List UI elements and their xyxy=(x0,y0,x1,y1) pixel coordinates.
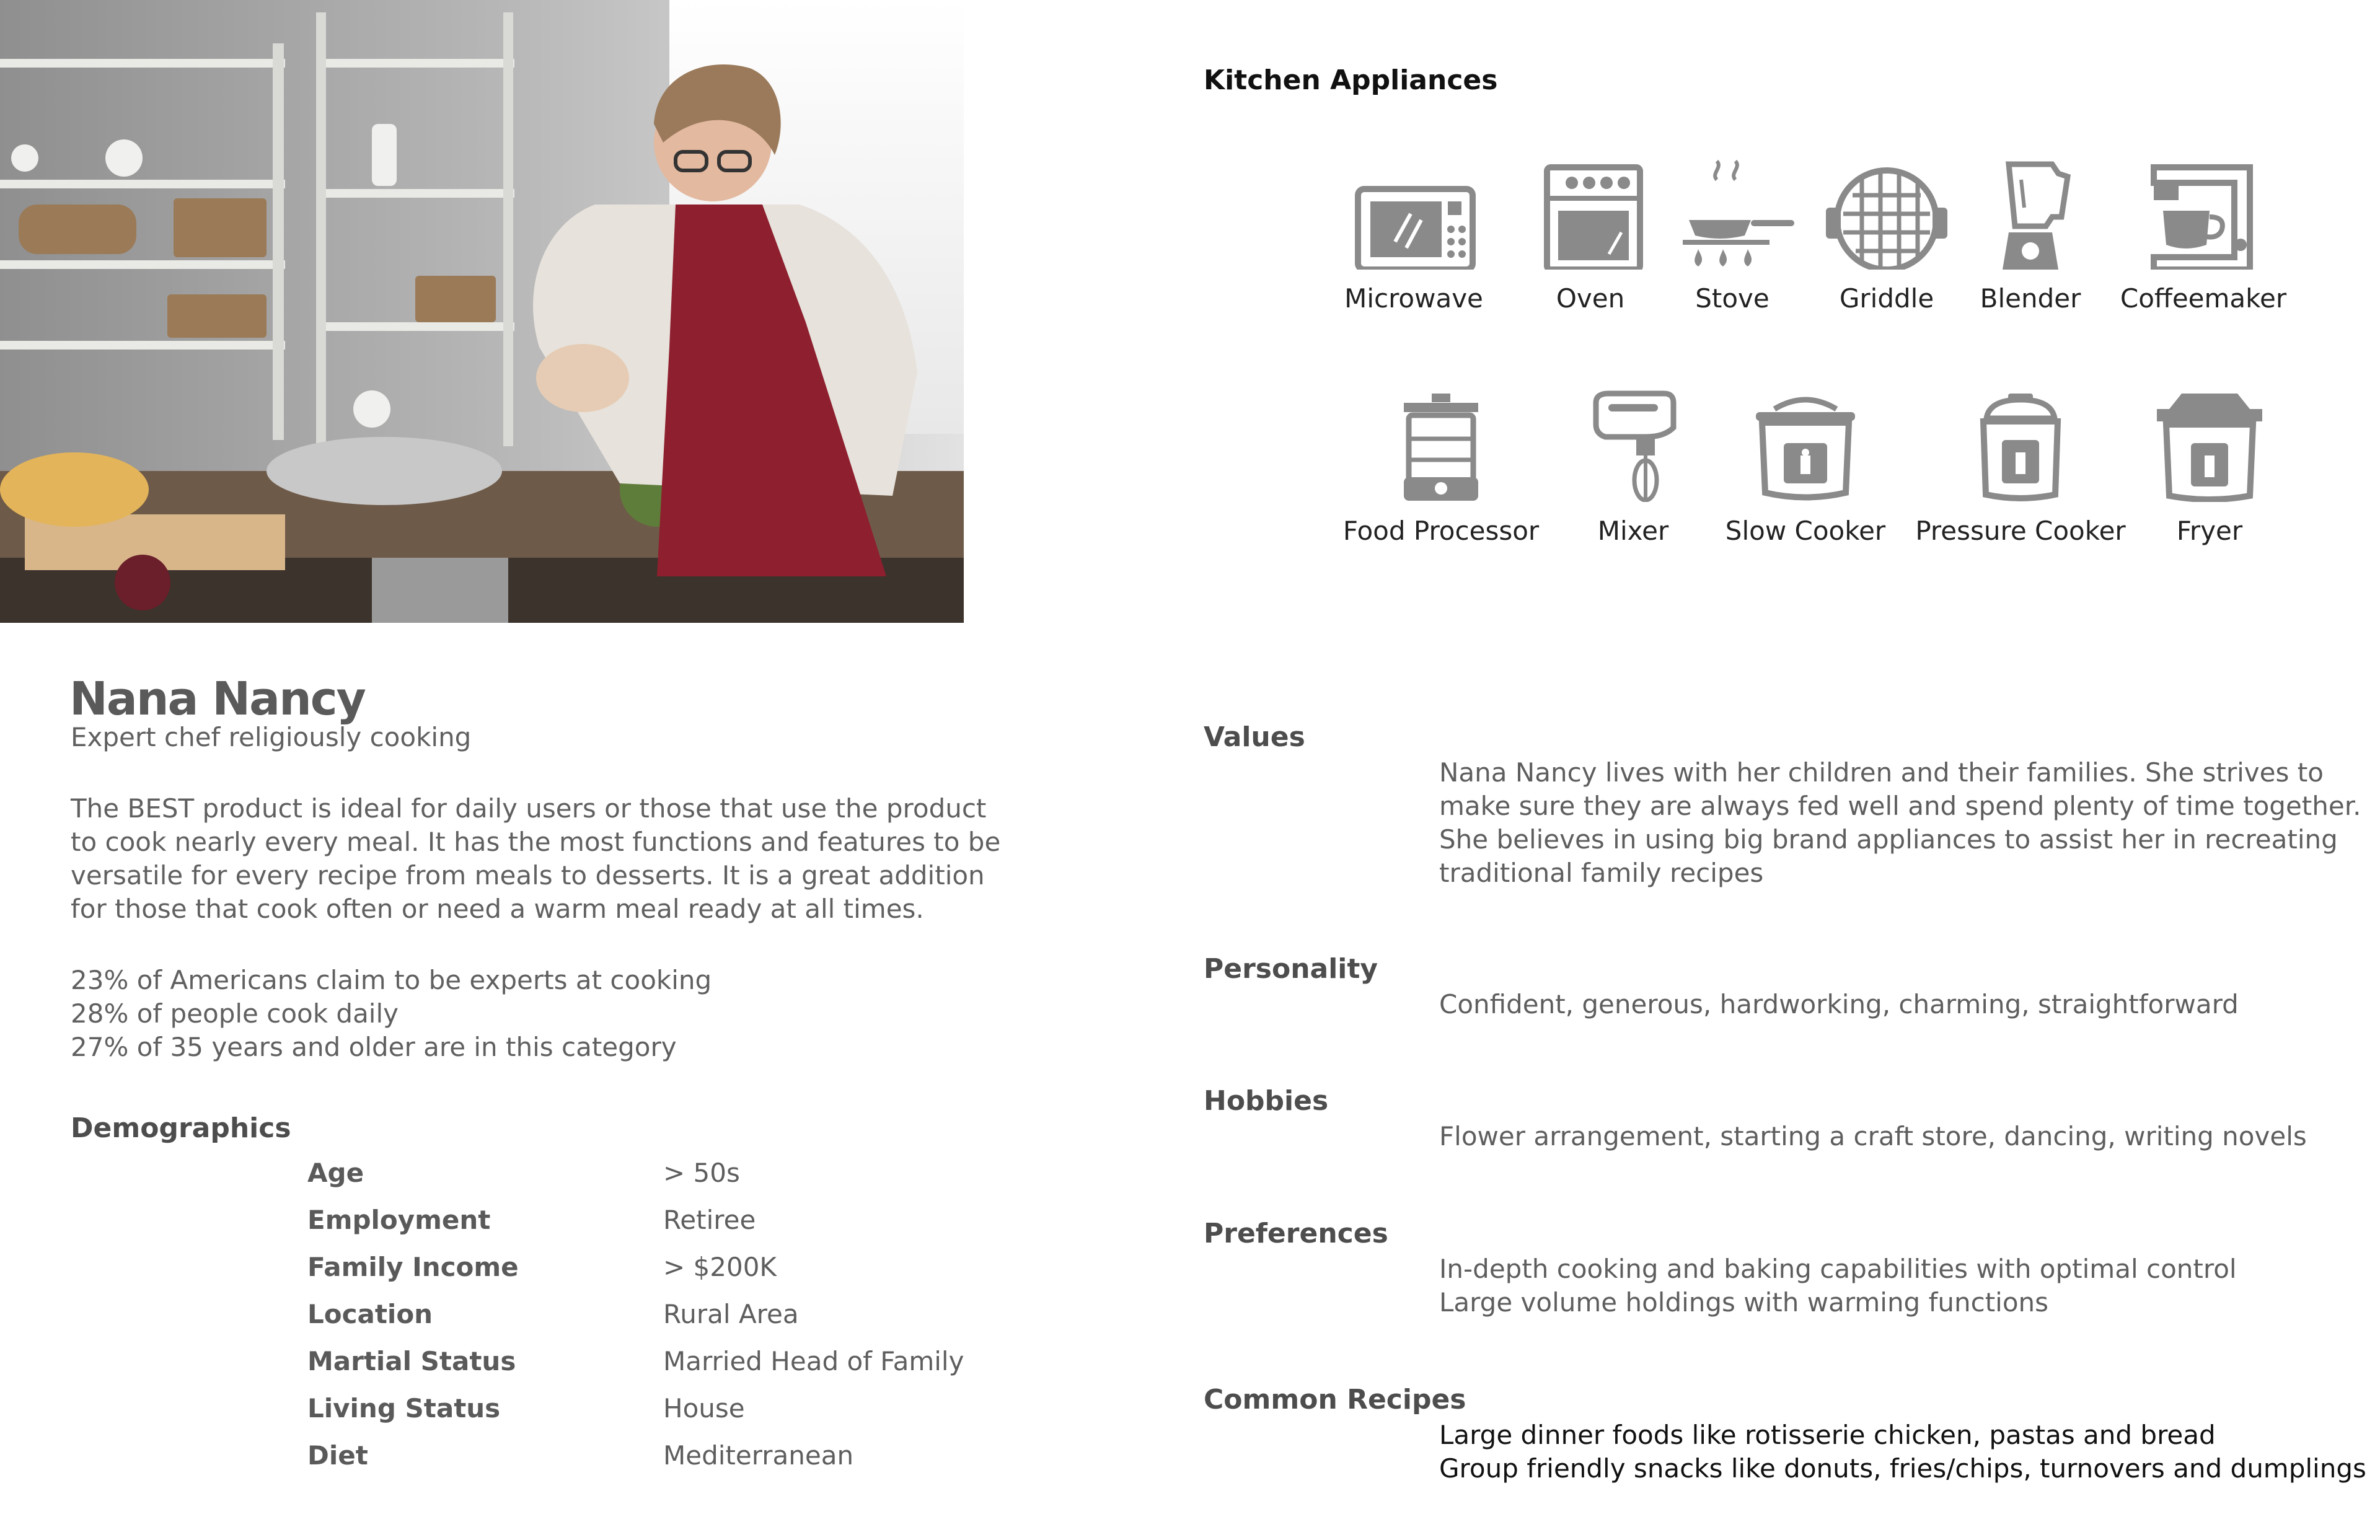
food-processor-icon xyxy=(1379,390,1503,502)
persona-tagline: Expert chef religiously cooking xyxy=(71,722,472,752)
microwave-icon xyxy=(1352,158,1476,270)
appliances-heading: Kitchen Appliances xyxy=(1204,64,1498,96)
appliance-label: Pressure Cooker xyxy=(1915,516,2126,546)
appliance-label: Blender xyxy=(1980,283,2081,314)
demographics-value: > 50s xyxy=(663,1158,740,1188)
pressure-cooker-icon xyxy=(1959,390,2082,502)
personality-heading: Personality xyxy=(1204,953,1378,985)
appliance-label: Oven xyxy=(1556,283,1625,314)
intro-line: to cook nearly every meal. It has the most functions and features to be xyxy=(71,827,1001,857)
hobbies-text xyxy=(1439,1120,2307,1153)
demographics-label: Diet xyxy=(307,1440,368,1471)
demographics-value: > $200K xyxy=(663,1252,777,1282)
demographics-label: Location xyxy=(307,1299,433,1329)
hobbies-heading: Hobbies xyxy=(1204,1085,1329,1117)
appliance-label: Coffeemaker xyxy=(2120,283,2287,314)
values-line: make sure they are always fed well and spend plenty of time together. xyxy=(1439,791,2361,821)
persona-intro xyxy=(71,792,1001,926)
preferences-heading: Preferences xyxy=(1204,1218,1388,1249)
intro-line: versatile for every recipe from meals to desserts. It is a great addition xyxy=(71,860,985,891)
stat-line: 23% of Americans claim to be experts at cooking xyxy=(71,965,712,995)
demographics-value: Rural Area xyxy=(663,1299,799,1329)
stat-line: 27% of 35 years and older are in this category xyxy=(71,1032,677,1062)
coffeemaker-icon xyxy=(2141,158,2265,270)
demographics-heading: Demographics xyxy=(71,1112,291,1144)
hobbies-line: Flower arrangement, starting a craft store, dancing, writing novels xyxy=(1439,1121,2307,1151)
demographics-label: Employment xyxy=(307,1205,491,1235)
appliance-label: Mixer xyxy=(1597,516,1669,546)
personality-text xyxy=(1439,988,2239,1021)
preferences-line: Large volume holdings with warming functions xyxy=(1439,1287,2049,1318)
appliance-label: Griddle xyxy=(1839,283,1934,314)
preferences-text xyxy=(1439,1252,2237,1319)
recipes-line: Large dinner foods like rotisserie chicken, pastas and bread xyxy=(1439,1420,2216,1450)
values-line: Nana Nancy lives with her children and their families. She strives to xyxy=(1439,757,2324,788)
hero-photo xyxy=(0,0,964,623)
values-text xyxy=(1439,756,2361,890)
appliance-label: Fryer xyxy=(2176,516,2243,546)
slow-cooker-icon xyxy=(1743,390,1867,502)
recipes-heading: Common Recipes xyxy=(1204,1384,1466,1415)
appliance-coffeemaker xyxy=(2092,158,2315,314)
mixer-icon xyxy=(1571,390,1695,502)
appliance-label: Microwave xyxy=(1344,283,1483,314)
appliance-food-processor xyxy=(1329,390,1553,546)
kitchen-cooking-photo xyxy=(0,0,964,623)
preferences-line: In-depth cooking and baking capabilities with optimal control xyxy=(1439,1254,2237,1284)
values-line: She believes in using big brand appliances to assist her in recreating xyxy=(1439,824,2338,855)
demographics-value: Married Head of Family xyxy=(663,1346,964,1376)
intro-line: for those that cook often or need a warm meal ready at all times. xyxy=(71,894,924,924)
appliance-slow-cooker xyxy=(1694,390,1917,546)
persona-name: Nana Nancy xyxy=(69,672,365,726)
recipes-text xyxy=(1439,1419,2366,1485)
persona-stats xyxy=(71,964,712,1064)
personality-line: Confident, generous, hardworking, charming, straightforward xyxy=(1439,989,2239,1019)
demographics-value: Mediterranean xyxy=(663,1440,854,1471)
appliance-label: Stove xyxy=(1695,283,1770,314)
demographics-value: House xyxy=(663,1393,745,1423)
values-line: traditional family recipes xyxy=(1439,858,1764,888)
demographics-value: Retiree xyxy=(663,1205,756,1235)
fryer-icon xyxy=(2148,390,2272,502)
values-heading: Values xyxy=(1204,721,1305,753)
intro-line: The BEST product is ideal for daily users or those that use the product xyxy=(71,793,987,824)
recipes-line: Group friendly snacks like donuts, fries/chips, turnovers and dumplings xyxy=(1439,1453,2366,1484)
demographics-label: Living Status xyxy=(307,1393,501,1423)
stat-line: 28% of people cook daily xyxy=(71,998,399,1029)
demographics-label: Age xyxy=(307,1158,364,1188)
demographics-label: Family Income xyxy=(307,1252,519,1282)
appliance-fryer xyxy=(2098,390,2321,546)
demographics-label: Martial Status xyxy=(307,1346,516,1376)
blender-icon xyxy=(1968,158,2092,270)
appliance-label: Food Processor xyxy=(1342,516,1540,546)
appliance-label: Slow Cooker xyxy=(1725,516,1886,546)
